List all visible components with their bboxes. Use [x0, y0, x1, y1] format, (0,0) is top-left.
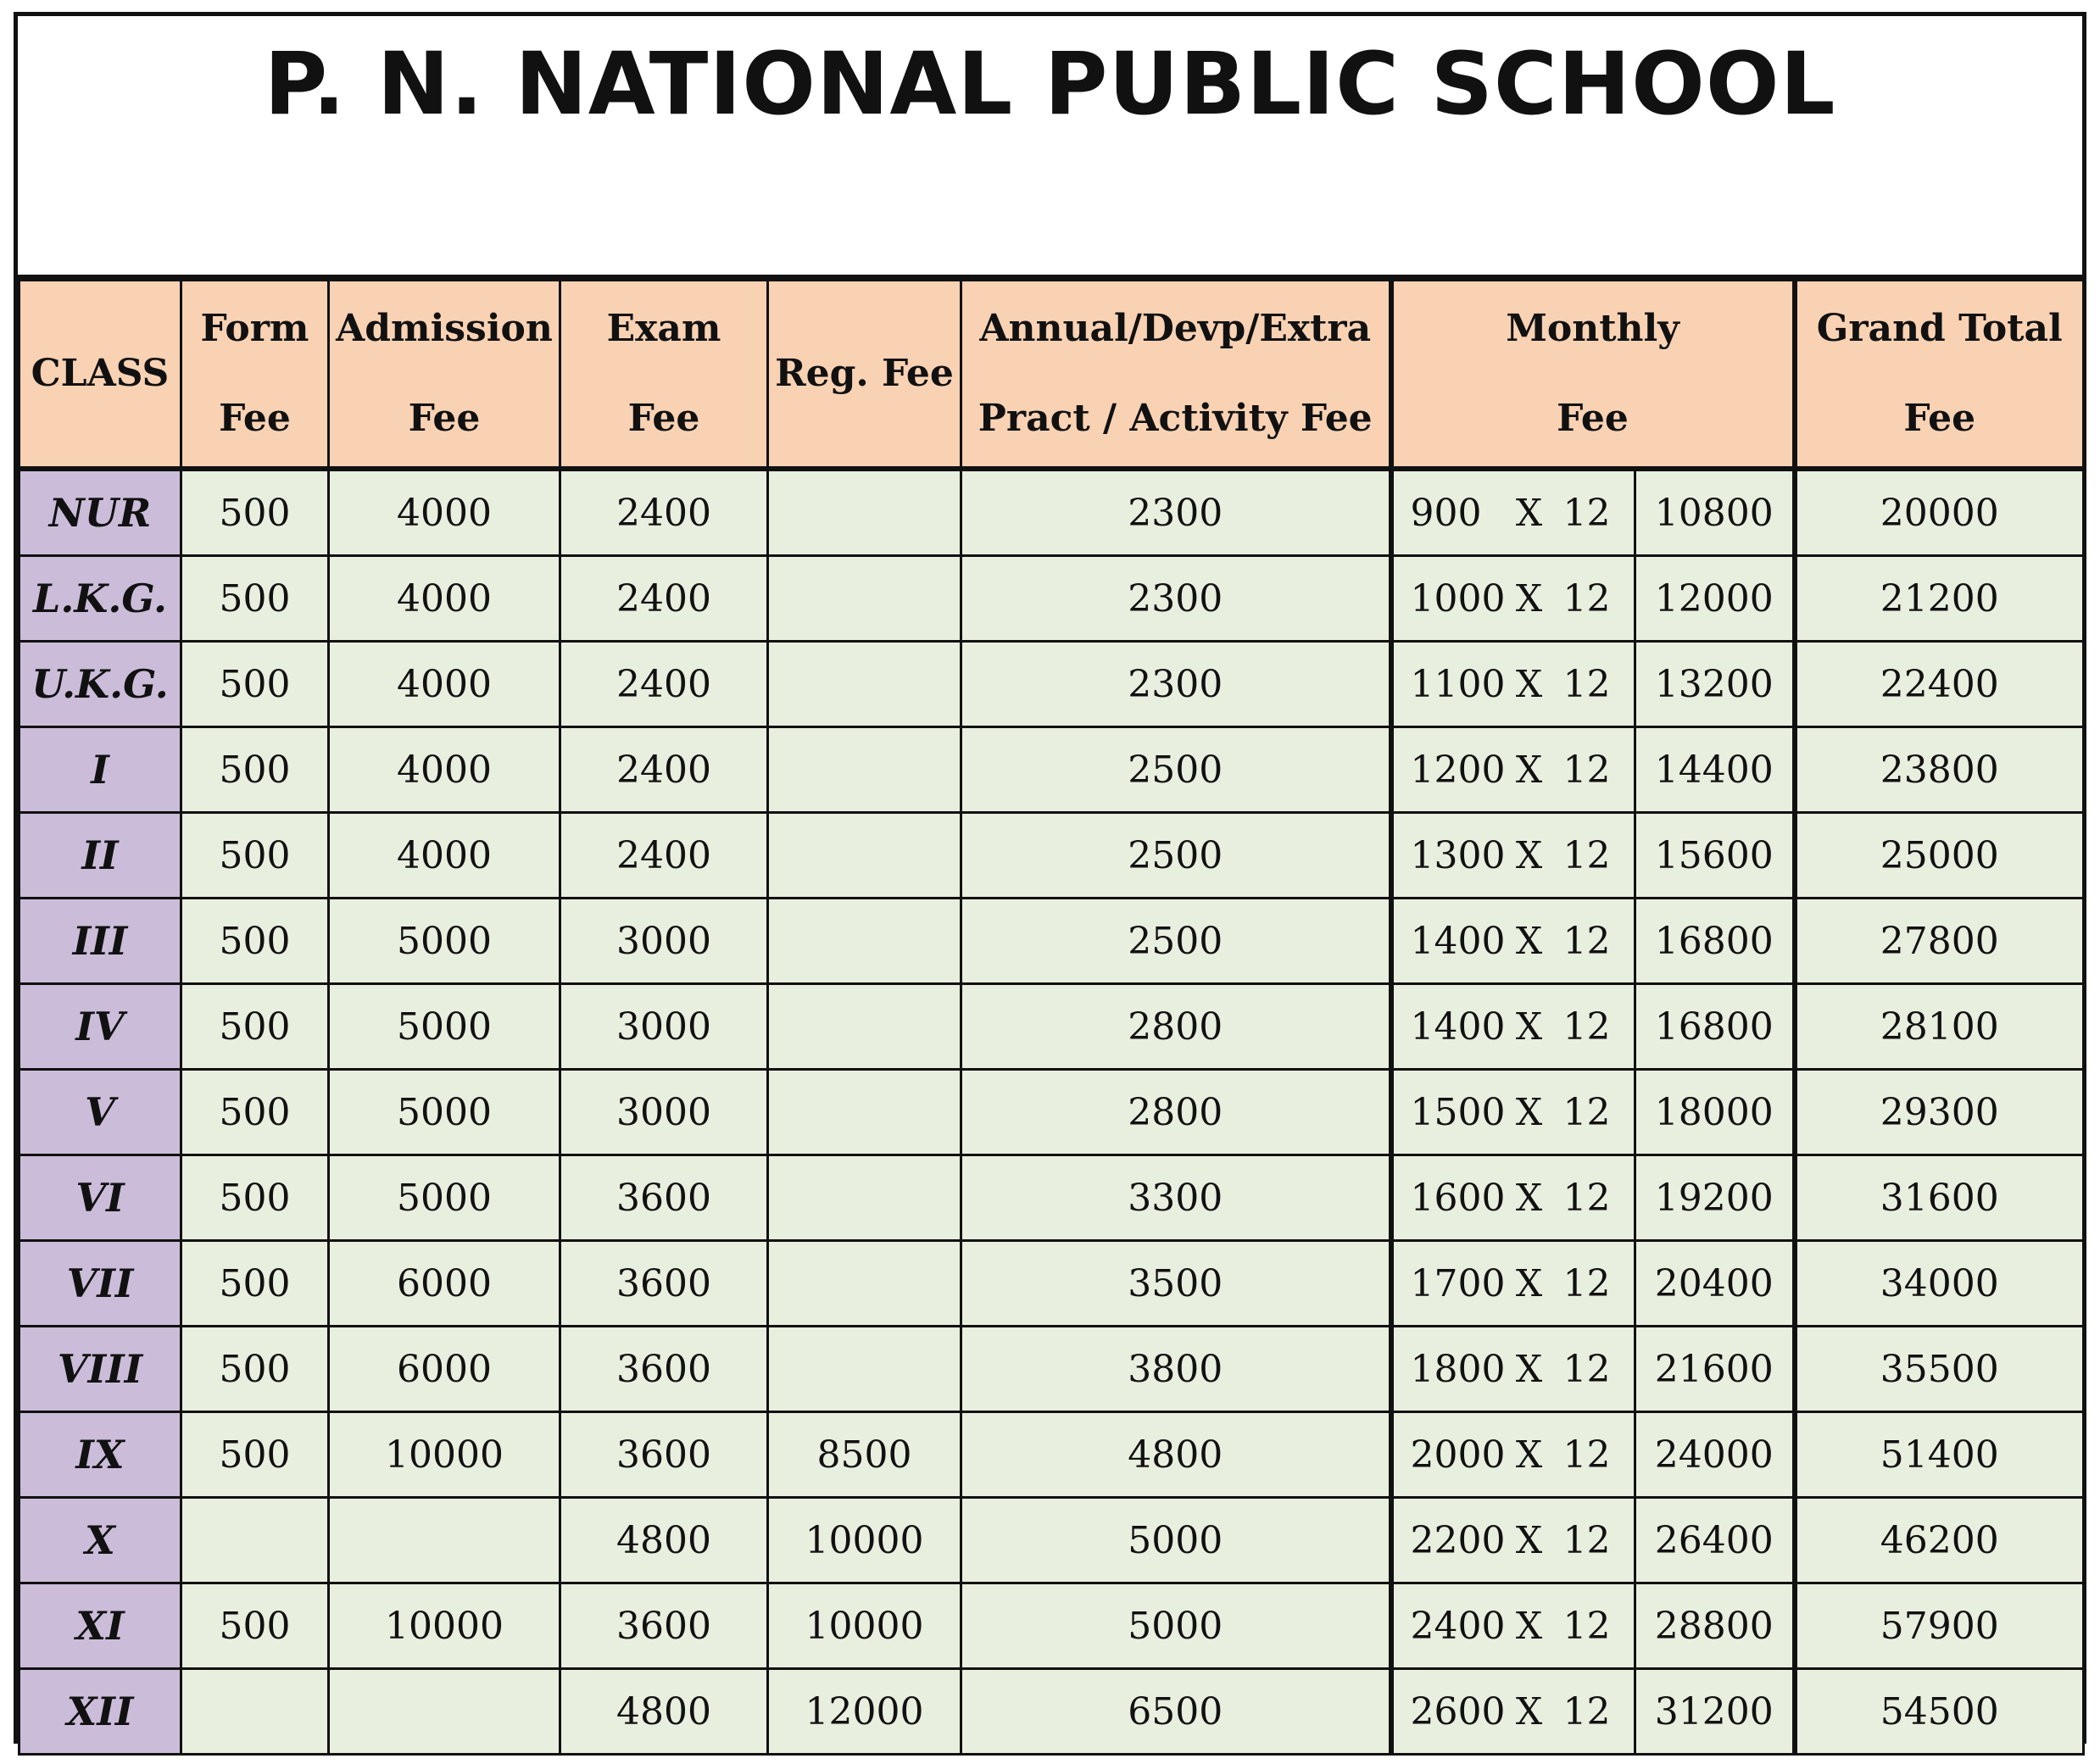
table-row	[19, 727, 2084, 813]
table-row	[19, 899, 2084, 984]
class-cell: II	[19, 813, 181, 899]
grand-total-cell: 21200	[1795, 556, 2084, 642]
grand-total-cell: 46200	[1795, 1498, 2084, 1583]
monthly-total-cell: 16800	[1635, 899, 1795, 984]
header-monthly-fee: Monthly Fee	[1391, 281, 1795, 470]
annual-fee-cell: 3500	[961, 1241, 1391, 1327]
class-cell: X	[19, 1498, 181, 1583]
class-cell: L.K.G.	[19, 556, 181, 642]
monthly-total-cell: 13200	[1635, 642, 1795, 727]
table-row	[19, 1070, 2084, 1155]
months-count: 12	[1562, 576, 1611, 620]
form-fee-cell: 500	[181, 984, 329, 1070]
monthly-amount: 1400	[1410, 1004, 1506, 1049]
monthly-amount: 1500	[1410, 1090, 1506, 1134]
annual-fee-cell: 2800	[961, 1070, 1391, 1155]
class-cell: V	[19, 1070, 181, 1155]
grand-total-cell: 35500	[1795, 1327, 2084, 1412]
class-cell: IX	[19, 1412, 181, 1498]
months-count: 12	[1562, 1433, 1611, 1477]
monthly-amount: 1100	[1410, 662, 1506, 706]
annual-fee-cell: 2500	[961, 813, 1391, 899]
months-count: 12	[1562, 919, 1611, 963]
annual-fee-cell: 2300	[961, 469, 1391, 556]
multiply-sign: X	[1515, 1518, 1543, 1562]
table-row	[19, 1412, 2084, 1498]
monthly-total-cell: 20400	[1635, 1241, 1795, 1327]
header-reg-fee: Reg. Fee	[768, 281, 961, 470]
class-cell: III	[19, 899, 181, 984]
table-row	[19, 1327, 2084, 1412]
multiply-sign: X	[1515, 662, 1543, 706]
annual-fee-cell: 2500	[961, 899, 1391, 984]
exam-fee-cell: 3600	[560, 1412, 768, 1498]
monthly-amount: 1200	[1410, 748, 1506, 792]
admission-fee-cell: 5000	[329, 984, 560, 1070]
admission-fee-cell: 10000	[329, 1412, 560, 1498]
monthly-calc-cell	[1391, 469, 1635, 556]
annual-fee-cell: 2800	[961, 984, 1391, 1070]
grand-total-cell: 34000	[1795, 1241, 2084, 1327]
class-cell: NUR	[19, 469, 181, 556]
monthly-amount: 2600	[1410, 1689, 1506, 1733]
form-fee-cell	[181, 1669, 329, 1755]
annual-fee-cell: 3300	[961, 1155, 1391, 1241]
table-row	[19, 469, 2084, 556]
reg-fee-cell	[768, 642, 961, 727]
monthly-calc-cell	[1391, 1583, 1635, 1669]
monthly-calc-cell	[1391, 1327, 1635, 1412]
header-admission-fee: Admission Fee	[329, 281, 560, 470]
multiply-sign: X	[1515, 1689, 1543, 1733]
monthly-calc-cell	[1391, 1412, 1635, 1498]
annual-fee-cell: 5000	[961, 1498, 1391, 1583]
monthly-calc-cell	[1391, 727, 1635, 813]
multiply-sign: X	[1515, 1433, 1543, 1477]
admission-fee-cell: 5000	[329, 1155, 560, 1241]
exam-fee-cell: 2400	[560, 727, 768, 813]
monthly-total-cell: 18000	[1635, 1070, 1795, 1155]
monthly-amount: 2200	[1410, 1518, 1506, 1562]
monthly-calc-cell	[1391, 813, 1635, 899]
form-fee-cell: 500	[181, 469, 329, 556]
monthly-amount: 1700	[1410, 1261, 1506, 1305]
annual-fee-cell: 2300	[961, 556, 1391, 642]
form-fee-cell: 500	[181, 727, 329, 813]
page-title: P. N. NATIONAL PUBLIC SCHOOL	[18, 16, 2082, 279]
form-fee-cell: 500	[181, 642, 329, 727]
monthly-calc-cell	[1391, 1241, 1635, 1327]
months-count: 12	[1562, 1604, 1611, 1648]
exam-fee-cell: 2400	[560, 469, 768, 556]
class-cell: VIII	[19, 1327, 181, 1412]
annual-fee-cell: 2300	[961, 642, 1391, 727]
monthly-total-cell: 26400	[1635, 1498, 1795, 1583]
admission-fee-cell: 4000	[329, 727, 560, 813]
form-fee-cell: 500	[181, 899, 329, 984]
table-row	[19, 1498, 2084, 1583]
multiply-sign: X	[1515, 1347, 1543, 1391]
monthly-amount: 1400	[1410, 919, 1506, 963]
annual-fee-cell: 5000	[961, 1583, 1391, 1669]
multiply-sign: X	[1515, 1176, 1543, 1220]
months-count: 12	[1562, 1347, 1611, 1391]
reg-fee-cell: 8500	[768, 1412, 961, 1498]
reg-fee-cell	[768, 1327, 961, 1412]
monthly-total-cell: 28800	[1635, 1583, 1795, 1669]
monthly-calc-cell	[1391, 1498, 1635, 1583]
monthly-calc-cell	[1391, 1070, 1635, 1155]
monthly-calc-cell	[1391, 1155, 1635, 1241]
months-count: 12	[1562, 1176, 1611, 1220]
reg-fee-cell	[768, 984, 961, 1070]
monthly-calc-cell	[1391, 556, 1635, 642]
exam-fee-cell: 3000	[560, 899, 768, 984]
class-cell: VI	[19, 1155, 181, 1241]
fee-structure-sheet	[14, 12, 2086, 1744]
annual-fee-cell: 3800	[961, 1327, 1391, 1412]
exam-fee-cell: 3600	[560, 1155, 768, 1241]
monthly-amount: 900	[1410, 491, 1482, 535]
fee-table	[18, 279, 2085, 1756]
form-fee-cell: 500	[181, 1155, 329, 1241]
monthly-amount: 1000	[1410, 576, 1506, 620]
multiply-sign: X	[1515, 1004, 1543, 1049]
multiply-sign: X	[1515, 1261, 1543, 1305]
multiply-sign: X	[1515, 576, 1543, 620]
grand-total-cell: 51400	[1795, 1412, 2084, 1498]
reg-fee-cell	[768, 1070, 961, 1155]
months-count: 12	[1562, 1261, 1611, 1305]
monthly-total-cell: 21600	[1635, 1327, 1795, 1412]
table-row	[19, 813, 2084, 899]
grand-total-cell: 29300	[1795, 1070, 2084, 1155]
class-cell: XII	[19, 1669, 181, 1755]
admission-fee-cell: 4000	[329, 813, 560, 899]
multiply-sign: X	[1515, 1090, 1543, 1134]
monthly-calc-cell	[1391, 642, 1635, 727]
form-fee-cell	[181, 1498, 329, 1583]
months-count: 12	[1562, 1090, 1611, 1134]
reg-fee-cell	[768, 1241, 961, 1327]
monthly-amount: 2400	[1410, 1604, 1506, 1648]
header-grand-total: Grand Total Fee	[1795, 281, 2084, 470]
class-cell: U.K.G.	[19, 642, 181, 727]
monthly-amount: 2000	[1410, 1433, 1506, 1477]
grand-total-cell: 22400	[1795, 642, 2084, 727]
form-fee-cell: 500	[181, 1583, 329, 1669]
months-count: 12	[1562, 491, 1611, 535]
monthly-total-cell: 15600	[1635, 813, 1795, 899]
class-cell: XI	[19, 1583, 181, 1669]
exam-fee-cell: 3000	[560, 984, 768, 1070]
reg-fee-cell	[768, 813, 961, 899]
monthly-amount: 1600	[1410, 1176, 1506, 1220]
form-fee-cell: 500	[181, 813, 329, 899]
header-form-fee: Form Fee	[181, 281, 329, 470]
reg-fee-cell: 12000	[768, 1669, 961, 1755]
form-fee-cell: 500	[181, 1241, 329, 1327]
admission-fee-cell: 5000	[329, 899, 560, 984]
table-row	[19, 556, 2084, 642]
class-cell: VII	[19, 1241, 181, 1327]
table-row	[19, 1155, 2084, 1241]
admission-fee-cell: 6000	[329, 1241, 560, 1327]
monthly-calc-cell	[1391, 899, 1635, 984]
exam-fee-cell: 2400	[560, 642, 768, 727]
multiply-sign: X	[1515, 919, 1543, 963]
reg-fee-cell	[768, 556, 961, 642]
monthly-calc-cell	[1391, 984, 1635, 1070]
admission-fee-cell: 4000	[329, 642, 560, 727]
reg-fee-cell	[768, 469, 961, 556]
header-exam-fee: Exam Fee	[560, 281, 768, 470]
monthly-total-cell: 24000	[1635, 1412, 1795, 1498]
exam-fee-cell: 2400	[560, 813, 768, 899]
table-row	[19, 984, 2084, 1070]
exam-fee-cell: 4800	[560, 1669, 768, 1755]
exam-fee-cell: 3000	[560, 1070, 768, 1155]
class-cell: I	[19, 727, 181, 813]
grand-total-cell: 54500	[1795, 1669, 2084, 1755]
grand-total-cell: 31600	[1795, 1155, 2084, 1241]
table-row	[19, 1669, 2084, 1755]
multiply-sign: X	[1515, 748, 1543, 792]
grand-total-cell: 25000	[1795, 813, 2084, 899]
grand-total-cell: 28100	[1795, 984, 2084, 1070]
admission-fee-cell	[329, 1498, 560, 1583]
multiply-sign: X	[1515, 833, 1543, 877]
multiply-sign: X	[1515, 491, 1543, 535]
form-fee-cell: 500	[181, 556, 329, 642]
table-row	[19, 642, 2084, 727]
exam-fee-cell: 3600	[560, 1327, 768, 1412]
table-row	[19, 1583, 2084, 1669]
exam-fee-cell: 4800	[560, 1498, 768, 1583]
reg-fee-cell	[768, 1155, 961, 1241]
monthly-amount: 1800	[1410, 1347, 1506, 1391]
months-count: 12	[1562, 833, 1611, 877]
admission-fee-cell: 4000	[329, 556, 560, 642]
monthly-total-cell: 19200	[1635, 1155, 1795, 1241]
table-row	[19, 1241, 2084, 1327]
multiply-sign: X	[1515, 1604, 1543, 1648]
reg-fee-cell: 10000	[768, 1583, 961, 1669]
annual-fee-cell: 4800	[961, 1412, 1391, 1498]
exam-fee-cell: 3600	[560, 1583, 768, 1669]
form-fee-cell: 500	[181, 1070, 329, 1155]
form-fee-cell: 500	[181, 1327, 329, 1412]
monthly-total-cell: 14400	[1635, 727, 1795, 813]
admission-fee-cell: 5000	[329, 1070, 560, 1155]
reg-fee-cell	[768, 899, 961, 984]
grand-total-cell: 27800	[1795, 899, 2084, 984]
months-count: 12	[1562, 1689, 1611, 1733]
reg-fee-cell: 10000	[768, 1498, 961, 1583]
grand-total-cell: 20000	[1795, 469, 2084, 556]
exam-fee-cell: 2400	[560, 556, 768, 642]
months-count: 12	[1562, 1004, 1611, 1049]
monthly-total-cell: 10800	[1635, 469, 1795, 556]
grand-total-cell: 23800	[1795, 727, 2084, 813]
table-header-row	[19, 281, 2084, 470]
admission-fee-cell: 6000	[329, 1327, 560, 1412]
form-fee-cell: 500	[181, 1412, 329, 1498]
monthly-total-cell: 12000	[1635, 556, 1795, 642]
annual-fee-cell: 2500	[961, 727, 1391, 813]
months-count: 12	[1562, 662, 1611, 706]
reg-fee-cell	[768, 727, 961, 813]
monthly-amount: 1300	[1410, 833, 1506, 877]
admission-fee-cell: 10000	[329, 1583, 560, 1669]
header-class: CLASS	[19, 281, 181, 470]
admission-fee-cell	[329, 1669, 560, 1755]
grand-total-cell: 57900	[1795, 1583, 2084, 1669]
monthly-calc-cell	[1391, 1669, 1635, 1755]
admission-fee-cell: 4000	[329, 469, 560, 556]
class-cell: IV	[19, 984, 181, 1070]
exam-fee-cell: 3600	[560, 1241, 768, 1327]
monthly-total-cell: 31200	[1635, 1669, 1795, 1755]
annual-fee-cell: 6500	[961, 1669, 1391, 1755]
header-annual-fee: Annual/Devp/Extra Pract / Activity Fee	[961, 281, 1391, 470]
monthly-total-cell: 16800	[1635, 984, 1795, 1070]
months-count: 12	[1562, 748, 1611, 792]
months-count: 12	[1562, 1518, 1611, 1562]
